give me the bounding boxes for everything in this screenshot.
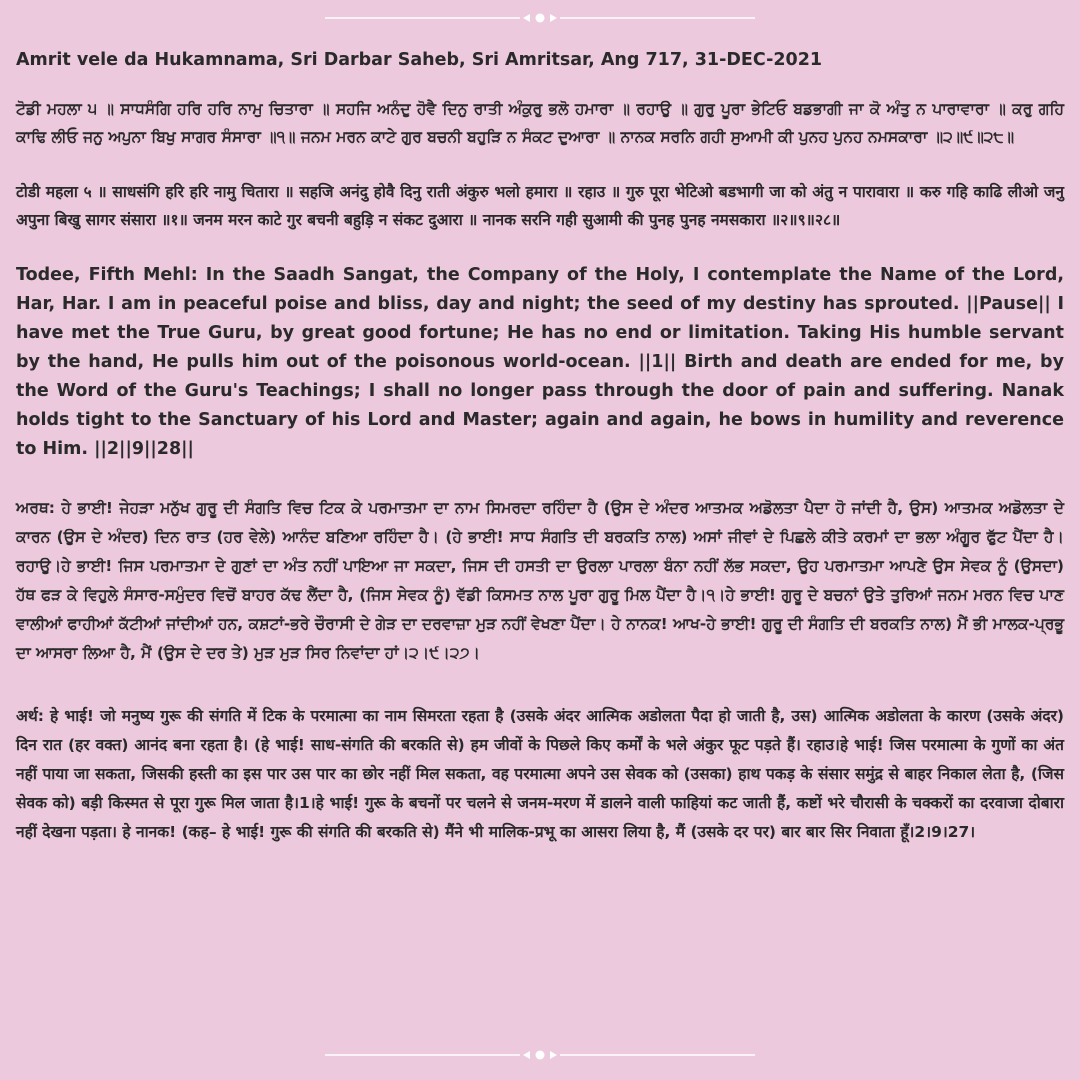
- hindi-meaning: अर्थ: हे भाई! जो मनुष्य गुरू की संगति में टिक के परमात्मा का नाम सिमरता रहता है (उसके अंदर आत्मिक अडोलता पैदा हो जाती है, उस) आत्मिक अडोलता के कारण (उसके अंदर) दिन रात (हर वक्त) आनंद बना रहता है। (हे भाई! साध-संगति की बरकति से) हम जीवों के पिछले किए कर्मों के भले अंकुर फूट पड़ते हैं। रहाउ।हे भाई! जिस परमात्मा के गुणों का अंत नहीं पाया जा सकता, जिसकी हस्ती का इस पार उस पार का छोर नहीं मिल सकता, वह परमात्मा अपने उस सेवक को (उसका) हाथ पकड़ के संसार समुंद्र से बाहर निकाल लेता है, (जिस सेवक को) बड़ी किस्मत से पूरा गुरू मिल जाता है।1।हे भाई! गुरू के बचनों पर चलने से जनम-मरण में डालने वाली फाहियां कट जाती हैं, कष्टों भरे चौरासी के चक्करों का दरवाजा दोबारा नहीं देखना पड़ता। हे नानक! (कह– हे भाई! गुरू की संगति की बरकति से) मैंने भी मालिक-प्रभू का आसरा लिया है, मैं (उसके दर पर) बार बार सिर निवाता हूँ।2।9।27।: [16, 707, 1064, 841]
- punjabi-meaning: ਅਰਥ: ਹੇ ਭਾਈ! ਜੇਹੜਾ ਮਨੁੱਖ ਗੁਰੂ ਦੀ ਸੰਗਤਿ ਵਿਚ ਟਿਕ ਕੇ ਪਰਮਾਤਮਾ ਦਾ ਨਾਮ ਸਿਮਰਦਾ ਰਹਿੰਦਾ ਹੈ (ਉਸ ਦੇ ਅੰਦਰ ਆਤਮਕ ਅਡੋਲਤਾ ਪੈਦਾ ਹੋ ਜਾਂਦੀ ਹੈ, ਉਸ) ਆਤਮਕ ਅਡੋਲਤਾ ਦੇ ਕਾਰਨ (ਉਸ ਦੇ ਅੰਦਰ) ਦਿਨ ਰਾਤ (ਹਰ ਵੇਲੇ) ਆਨੰਦ ਬਣਿਆ ਰਹਿੰਦਾ ਹੈ। (ਹੇ ਭਾਈ! ਸਾਧ ਸੰਗਤਿ ਦੀ ਬਰਕਤਿ ਨਾਲ) ਅਸਾਂ ਜੀਵਾਂ ਦੇ ਪਿਛਲੇ ਕੀਤੇ ਕਰਮਾਂ ਦਾ ਭਲਾ ਅੰਗੂਰ ਫੁੱਟ ਪੈਂਦਾ ਹੈ।ਰਹਾਉ।ਹੇ ਭਾਈ! ਜਿਸ ਪਰਮਾਤਮਾ ਦੇ ਗੁਣਾਂ ਦਾ ਅੰਤ ਨਹੀਂ ਪਾਇਆ ਜਾ ਸਕਦਾ, ਜਿਸ ਦੀ ਹਸਤੀ ਦਾ ਉਰਲਾ ਪਾਰਲਾ ਬੰਨਾ ਨਹੀਂ ਲੱਭ ਸਕਦਾ, ਉਹ ਪਰਮਾਤਮਾ ਆਪਣੇ ਉਸ ਸੇਵਕ ਨੂੰ (ਉਸਦਾ) ਹੱਥ ਫੜ ਕੇ ਵਿਹੁਲੇ ਸੰਸਾਰ-ਸਮੁੰਦਰ ਵਿਚੋਂ ਬਾਹਰ ਕੱਢ ਲੈਂਦਾ ਹੈ, (ਜਿਸ ਸੇਵਕ ਨੂੰ) ਵੱਡੀ ਕਿਸਮਤ ਨਾਲ ਪੂਰਾ ਗੁਰੂ ਮਿਲ ਪੈਂਦਾ ਹੈ।੧।ਹੇ ਭਾਈ! ਗੁਰੂ ਦੇ ਬਚਨਾਂ ਉਤੇ ਤੁਰਿਆਂ ਜਨਮ ਮਰਨ ਵਿਚ ਪਾਣ ਵਾਲੀਆਂ ਫਾਹੀਆਂ ਕੱਟੀਆਂ ਜਾਂਦੀਆਂ ਹਨ, ਕਸ਼ਟਾਂ-ਭਰੇ ਚੌਰਾਸੀ ਦੇ ਗੇੜ ਦਾ ਦਰਵਾਜ਼ਾ ਮੁੜ ਨਹੀਂ ਵੇਖਣਾ ਪੈਂਦਾ। ਹੇ ਨਾਨਕ! ਆਖ-ਹੇ ਭਾਈ! ਗੁਰੂ ਦੀ ਸੰਗਤਿ ਦੀ ਬਰਕਤਿ ਨਾਲ) ਮੈਂ ਭੀ ਮਾਲਕ-ਪ੍ਰਭੂ ਦਾ ਆਸਰਾ ਲਿਆ ਹੈ, ਮੈਂ (ਉਸ ਦੇ ਦਰ ਤੇ) ਮੁੜ ਮੁੜ ਸਿਰ ਨਿਵਾਂਦਾ ਹਾਂ।੨।੯।੨੭।: [16, 499, 1064, 662]
- devanagari-verse: टोडी महला ५ ॥ साधसंगि हरि हरि नामु चितारा ॥ सहजि अनंदु होवै दिनु राती अंकुरु भलो हमारा ॥ रहाउ ॥ गुरु पूरा भेटिओ बडभागी जा को अंतु न पारावारा ॥ करु गहि काढि लीओ जनु अपुना बिखु सागर संसारा ॥१॥ जनम मरन काटे गुर बचनी बहुड़ि न संकट दुआरा ॥ नानक सरनि गही सुआमी की पुनह पुनह नमसकारा ॥२॥९॥२८॥: [16, 183, 1064, 229]
- gurmukhi-verse: ਟੋਡੀ ਮਹਲਾ ੫ ॥ ਸਾਧਸੰਗਿ ਹਰਿ ਹਰਿ ਨਾਮੁ ਚਿਤਾਰਾ ॥ ਸਹਜਿ ਅਨੰਦੁ ਹੋਵੈ ਦਿਨੁ ਰਾਤੀ ਅੰਕੁਰੁ ਭਲੋ ਹਮਾਰਾ ॥ ਰਹਾਉ ॥ ਗੁਰੁ ਪੂਰਾ ਭੇਟਿਓ ਬਡਭਾਗੀ ਜਾ ਕੋ ਅੰਤੁ ਨ ਪਾਰਾਵਾਰਾ ॥ ਕਰੁ ਗਹਿ ਕਾਢਿ ਲੀਓ ਜਨੁ ਅਪੁਨਾ ਬਿਖੁ ਸਾਗਰ ਸੰਸਾਰਾ ॥੧॥ ਜਨਮ ਮਰਨ ਕਾਟੇ ਗੁਰ ਬਚਨੀ ਬਹੁੜਿ ਨ ਸੰਕਟ ਦੁਆਰਾ ॥ ਨਾਨਕ ਸਰਨਿ ਗਹੀ ਸੁਆਮੀ ਕੀ ਪੁਨਹ ਪੁਨਹ ਨਮਸਕਾਰਾ ॥੨॥੯॥੨੮॥: [16, 100, 1064, 146]
- bottom-ornamental-divider: [0, 1048, 1080, 1062]
- hukamnama-title: Amrit vele da Hukamnama, Sri Darbar Saheb, Sri Amritsar, Ang 717, 31-DEC-2021: [16, 50, 823, 70]
- english-translation: Todee, Fifth Mehl: In the Saadh Sangat, the Company of the Holy, I contemplate the Name of the Lord, Har, Har. I am in peaceful poise and bliss, day and night; the seed of my destiny has sprouted. ||Pause|| I have met the True Guru, by great good fortune; He has no end or limitation. Taking His humble servant by the hand, He pulls him out of the poisonous world-ocean. ||1|| Birth and death are ended for me, by the Word of the Guru's Teachings; I shall no longer pass through the door of pain and suffering. Nanak holds tight to the Sanctuary of his Lord and Master; again and again, he bows in humility and reverence to Him. ||2||9||28||: [16, 265, 1064, 459]
- hukamnama-content: [16, 46, 1064, 847]
- top-ornamental-divider: [0, 11, 1080, 25]
